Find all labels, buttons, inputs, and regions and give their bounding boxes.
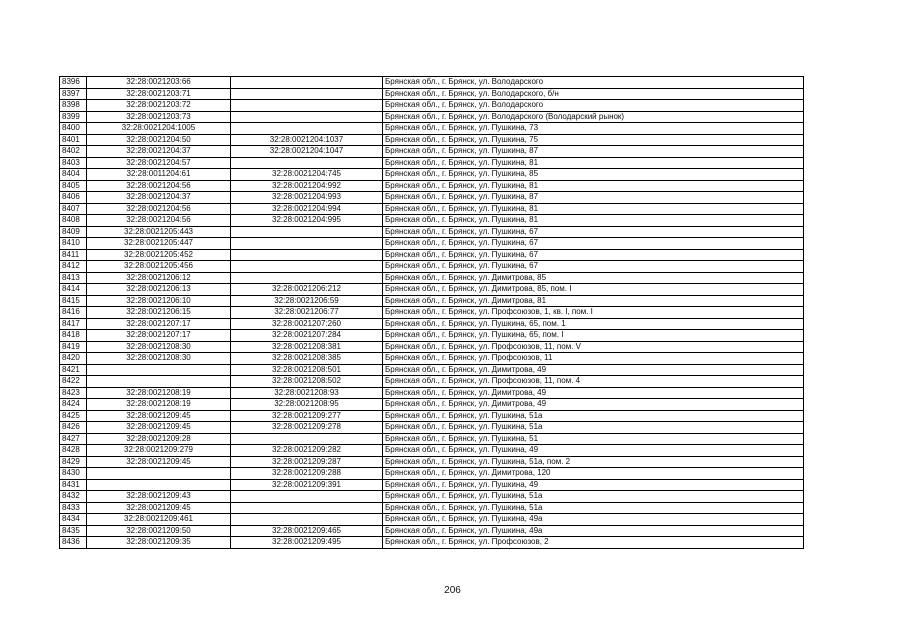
address-cell: Брянская обл., г. Брянск, ул. Пушкина, 49 (383, 445, 804, 457)
table-row (60, 537, 804, 549)
cadastral-number-cell: 32:28:0021204:56 (87, 180, 231, 192)
row-number-cell: 8398 (60, 100, 87, 112)
row-number-cell: 8402 (60, 146, 87, 158)
cadastral-number-cell (87, 376, 231, 388)
address-cell: Брянская обл., г. Брянск, ул. Пушкина, 81 (383, 203, 804, 215)
address-cell: Брянская обл., г. Брянск, ул. Пушкина, 67 (383, 238, 804, 250)
table-row (60, 456, 804, 468)
table-row (60, 272, 804, 284)
related-cadastral-number-cell: 32:28:0021208:385 (231, 353, 383, 365)
cadastral-number-cell: 32:28:0021203:66 (87, 77, 231, 89)
cadastral-number-cell: 32:28:0021204:56 (87, 215, 231, 227)
table-row (60, 261, 804, 273)
cadastral-number-cell (87, 468, 231, 480)
table-row (60, 479, 804, 491)
row-number-cell: 8397 (60, 88, 87, 100)
related-cadastral-number-cell (231, 514, 383, 526)
cadastral-number-cell: 32:28:0021206:13 (87, 284, 231, 296)
row-number-cell: 8406 (60, 192, 87, 204)
related-cadastral-number-cell (231, 502, 383, 514)
related-cadastral-number-cell: 32:28:0021209:277 (231, 410, 383, 422)
table-row (60, 169, 804, 181)
table-row (60, 468, 804, 480)
cadastral-number-cell: 32:28:0021208:30 (87, 353, 231, 365)
row-number-cell: 8420 (60, 353, 87, 365)
cadastral-number-cell: 32:28:0021209:50 (87, 525, 231, 537)
address-cell: Брянская обл., г. Брянск, ул. Пушкина, 51а (383, 410, 804, 422)
address-cell: Брянская обл., г. Брянск, ул. Пушкина, 51а (383, 491, 804, 503)
address-cell: Брянская обл., г. Брянск, ул. Пушкина, 51а (383, 502, 804, 514)
table-row (60, 134, 804, 146)
table-row (60, 376, 804, 388)
cadastral-number-cell: 32:28:0021204:37 (87, 146, 231, 158)
address-cell: Брянская обл., г. Брянск, ул. Димитрова, 49 (383, 364, 804, 376)
related-cadastral-number-cell (231, 249, 383, 261)
cadastral-number-cell: 32:28:0021206:15 (87, 307, 231, 319)
address-cell: Брянская обл., г. Брянск, ул. Пушкина, 49 (383, 479, 804, 491)
table-row (60, 525, 804, 537)
address-cell: Брянская обл., г. Брянск, ул. Пушкина, 67 (383, 249, 804, 261)
row-number-cell: 8436 (60, 537, 87, 549)
address-cell: Брянская обл., г. Брянск, ул. Пушкина, 81 (383, 180, 804, 192)
row-number-cell: 8403 (60, 157, 87, 169)
address-cell: Брянская обл., г. Брянск, ул. Пушкина, 81 (383, 157, 804, 169)
row-number-cell: 8421 (60, 364, 87, 376)
row-number-cell: 8408 (60, 215, 87, 227)
address-cell: Брянская обл., г. Брянск, ул. Пушкина, 51а (383, 422, 804, 434)
address-cell: Брянская обл., г. Брянск, ул. Димитрова, 49 (383, 399, 804, 411)
row-number-cell: 8412 (60, 261, 87, 273)
row-number-cell: 8410 (60, 238, 87, 250)
row-number-cell: 8418 (60, 330, 87, 342)
address-cell: Брянская обл., г. Брянск, ул. Профсоюзов, 2 (383, 537, 804, 549)
related-cadastral-number-cell (231, 100, 383, 112)
table-row (60, 330, 804, 342)
row-number-cell: 8425 (60, 410, 87, 422)
related-cadastral-number-cell (231, 123, 383, 135)
related-cadastral-number-cell (231, 77, 383, 89)
table-row (60, 341, 804, 353)
table-row (60, 364, 804, 376)
address-cell: Брянская обл., г. Брянск, ул. Володарского (383, 100, 804, 112)
table-row (60, 387, 804, 399)
related-cadastral-number-cell: 32:28:0021206:77 (231, 307, 383, 319)
row-number-cell: 8396 (60, 77, 87, 89)
row-number-cell: 8409 (60, 226, 87, 238)
cadastral-number-cell: 32:28:0021204:1005 (87, 123, 231, 135)
cadastral-number-cell: 32:28:0021209:43 (87, 491, 231, 503)
cadastral-number-cell: 32:28:0021204:56 (87, 203, 231, 215)
cadastral-number-cell: 32:28:0021207:17 (87, 330, 231, 342)
address-cell: Брянская обл., г. Брянск, ул. Пушкина, 51а, пом. 2 (383, 456, 804, 468)
cadastral-number-cell: 32:28:0021203:71 (87, 88, 231, 100)
table-row (60, 157, 804, 169)
table-row (60, 353, 804, 365)
cadastral-number-cell: 32:28:0021209:35 (87, 537, 231, 549)
row-number-cell: 8435 (60, 525, 87, 537)
address-cell: Брянская обл., г. Брянск, ул. Профсоюзов, 11, пом. V (383, 341, 804, 353)
address-cell: Брянская обл., г. Брянск, ул. Пушкина, 49а (383, 514, 804, 526)
cadastral-number-cell: 32:28:0021209:28 (87, 433, 231, 445)
address-cell: Брянская обл., г. Брянск, ул. Профсоюзов, 11 (383, 353, 804, 365)
address-cell: Брянская обл., г. Брянск, ул. Пушкина, 65, пом. 1 (383, 318, 804, 330)
address-cell: Брянская обл., г. Брянск, ул. Пушкина, 87 (383, 146, 804, 158)
cadastral-number-cell: 32:28:0021204:57 (87, 157, 231, 169)
related-cadastral-number-cell: 32:28:0021208:93 (231, 387, 383, 399)
related-cadastral-number-cell (231, 261, 383, 273)
related-cadastral-number-cell: 32:28:0021208:95 (231, 399, 383, 411)
table-row (60, 491, 804, 503)
table-row (60, 226, 804, 238)
table-row (60, 146, 804, 158)
cadastral-number-cell: 32:28:0021209:45 (87, 502, 231, 514)
related-cadastral-number-cell (231, 111, 383, 123)
table-row (60, 410, 804, 422)
cadastral-number-cell: 32:28:0021203:72 (87, 100, 231, 112)
cadastral-table (59, 76, 804, 549)
related-cadastral-number-cell (231, 491, 383, 503)
cadastral-number-cell: 32:28:0021207:17 (87, 318, 231, 330)
table-row (60, 192, 804, 204)
page-number: 206 (444, 585, 461, 596)
related-cadastral-number-cell: 32:28:0021204:992 (231, 180, 383, 192)
cadastral-number-cell: 32:28:0021206:10 (87, 295, 231, 307)
cadastral-number-cell: 32:28:0021205:443 (87, 226, 231, 238)
cadastral-number-cell: 32:28:0021208:19 (87, 387, 231, 399)
related-cadastral-number-cell: 32:28:0021208:381 (231, 341, 383, 353)
row-number-cell: 8405 (60, 180, 87, 192)
row-number-cell: 8432 (60, 491, 87, 503)
address-cell: Брянская обл., г. Брянск, ул. Пушкина, 81 (383, 215, 804, 227)
cadastral-number-cell: 32:28:0011204:61 (87, 169, 231, 181)
related-cadastral-number-cell: 32:28:0021207:260 (231, 318, 383, 330)
cadastral-number-cell (87, 479, 231, 491)
related-cadastral-number-cell: 32:28:0021204:745 (231, 169, 383, 181)
row-number-cell: 8417 (60, 318, 87, 330)
cadastral-number-cell: 32:28:0021209:45 (87, 410, 231, 422)
row-number-cell: 8399 (60, 111, 87, 123)
table-row (60, 238, 804, 250)
table-row (60, 123, 804, 135)
address-cell: Брянская обл., г. Брянск, ул. Пушкина, 85 (383, 169, 804, 181)
table-row (60, 215, 804, 227)
related-cadastral-number-cell: 32:28:0021206:212 (231, 284, 383, 296)
related-cadastral-number-cell: 32:28:0021209:278 (231, 422, 383, 434)
table-row (60, 88, 804, 100)
related-cadastral-number-cell (231, 238, 383, 250)
address-cell: Брянская обл., г. Брянск, ул. Пушкина, 87 (383, 192, 804, 204)
cadastral-number-cell: 32:28:0021209:461 (87, 514, 231, 526)
address-cell: Брянская обл., г. Брянск, ул. Володарского (Володарский рынок) (383, 111, 804, 123)
row-number-cell: 8428 (60, 445, 87, 457)
row-number-cell: 8415 (60, 295, 87, 307)
cadastral-number-cell (87, 364, 231, 376)
address-cell: Брянская обл., г. Брянск, ул. Пушкина, 73 (383, 123, 804, 135)
table-row (60, 399, 804, 411)
table-row (60, 502, 804, 514)
related-cadastral-number-cell (231, 226, 383, 238)
address-cell: Брянская обл., г. Брянск, ул. Володарского, б/н (383, 88, 804, 100)
table-row (60, 100, 804, 112)
row-number-cell: 8400 (60, 123, 87, 135)
row-number-cell: 8424 (60, 399, 87, 411)
address-cell: Брянская обл., г. Брянск, ул. Димитрова, 85, пом. I (383, 284, 804, 296)
related-cadastral-number-cell: 32:28:0021204:993 (231, 192, 383, 204)
related-cadastral-number-cell: 32:28:0021204:994 (231, 203, 383, 215)
cadastral-number-cell: 32:28:0021205:456 (87, 261, 231, 273)
row-number-cell: 8426 (60, 422, 87, 434)
row-number-cell: 8404 (60, 169, 87, 181)
row-number-cell: 8411 (60, 249, 87, 261)
related-cadastral-number-cell: 32:28:0021209:391 (231, 479, 383, 491)
related-cadastral-number-cell: 32:28:0021209:287 (231, 456, 383, 468)
table-body (60, 77, 804, 549)
address-cell: Брянская обл., г. Брянск, ул. Димитрова, 85 (383, 272, 804, 284)
cadastral-number-cell: 32:28:0021208:19 (87, 399, 231, 411)
row-number-cell: 8434 (60, 514, 87, 526)
cadastral-number-cell: 32:28:0021208:30 (87, 341, 231, 353)
related-cadastral-number-cell: 32:28:0021208:502 (231, 376, 383, 388)
cadastral-number-cell: 32:28:0021206:12 (87, 272, 231, 284)
cadastral-number-cell: 32:28:0021204:50 (87, 134, 231, 146)
row-number-cell: 8416 (60, 307, 87, 319)
row-number-cell: 8407 (60, 203, 87, 215)
related-cadastral-number-cell (231, 272, 383, 284)
row-number-cell: 8413 (60, 272, 87, 284)
table-row (60, 422, 804, 434)
related-cadastral-number-cell: 32:28:0021209:465 (231, 525, 383, 537)
cadastral-number-cell: 32:28:0021204:37 (87, 192, 231, 204)
related-cadastral-number-cell: 32:28:0021204:995 (231, 215, 383, 227)
related-cadastral-number-cell: 32:28:0021208:501 (231, 364, 383, 376)
table-row (60, 514, 804, 526)
related-cadastral-number-cell (231, 433, 383, 445)
related-cadastral-number-cell: 32:28:0021204:1037 (231, 134, 383, 146)
related-cadastral-number-cell: 32:28:0021209:495 (231, 537, 383, 549)
table-row (60, 77, 804, 89)
table-row (60, 203, 804, 215)
row-number-cell: 8419 (60, 341, 87, 353)
cadastral-number-cell: 32:28:0021209:279 (87, 445, 231, 457)
table-row (60, 307, 804, 319)
address-cell: Брянская обл., г. Брянск, ул. Димитрова, 81 (383, 295, 804, 307)
row-number-cell: 8430 (60, 468, 87, 480)
cadastral-number-cell: 32:28:0021205:447 (87, 238, 231, 250)
address-cell: Брянская обл., г. Брянск, ул. Профсоюзов, 11, пом. 4 (383, 376, 804, 388)
address-cell: Брянская обл., г. Брянск, ул. Пушкина, 75 (383, 134, 804, 146)
row-number-cell: 8429 (60, 456, 87, 468)
table-row (60, 445, 804, 457)
cadastral-number-cell: 32:28:0021209:45 (87, 422, 231, 434)
cadastral-number-cell: 32:28:0021205:452 (87, 249, 231, 261)
related-cadastral-number-cell: 32:28:0021209:288 (231, 468, 383, 480)
address-cell: Брянская обл., г. Брянск, ул. Пушкина, 51 (383, 433, 804, 445)
address-cell: Брянская обл., г. Брянск, ул. Пушкина, 65, пом. I (383, 330, 804, 342)
row-number-cell: 8423 (60, 387, 87, 399)
row-number-cell: 8401 (60, 134, 87, 146)
related-cadastral-number-cell: 32:28:0021209:282 (231, 445, 383, 457)
address-cell: Брянская обл., г. Брянск, ул. Пушкина, 67 (383, 261, 804, 273)
address-cell: Брянская обл., г. Брянск, ул. Профсоюзов, 1, кв. I, пом. I (383, 307, 804, 319)
table-row (60, 249, 804, 261)
row-number-cell: 8431 (60, 479, 87, 491)
cadastral-number-cell: 32:28:0021209:45 (87, 456, 231, 468)
related-cadastral-number-cell (231, 157, 383, 169)
related-cadastral-number-cell: 32:28:0021207:284 (231, 330, 383, 342)
table-row (60, 295, 804, 307)
address-cell: Брянская обл., г. Брянск, ул. Димитрова, 120 (383, 468, 804, 480)
address-cell: Брянская обл., г. Брянск, ул. Димитрова, 49 (383, 387, 804, 399)
related-cadastral-number-cell: 32:28:0021204:1047 (231, 146, 383, 158)
table-row (60, 433, 804, 445)
table-row (60, 111, 804, 123)
related-cadastral-number-cell: 32:28:0021206:59 (231, 295, 383, 307)
table-row (60, 318, 804, 330)
row-number-cell: 8414 (60, 284, 87, 296)
related-cadastral-number-cell (231, 88, 383, 100)
table-row (60, 180, 804, 192)
row-number-cell: 8422 (60, 376, 87, 388)
address-cell: Брянская обл., г. Брянск, ул. Володарского (383, 77, 804, 89)
cadastral-number-cell: 32:28:0021203:73 (87, 111, 231, 123)
table-row (60, 284, 804, 296)
address-cell: Брянская обл., г. Брянск, ул. Пушкина, 67 (383, 226, 804, 238)
row-number-cell: 8433 (60, 502, 87, 514)
row-number-cell: 8427 (60, 433, 87, 445)
address-cell: Брянская обл., г. Брянск, ул. Пушкина, 49а (383, 525, 804, 537)
